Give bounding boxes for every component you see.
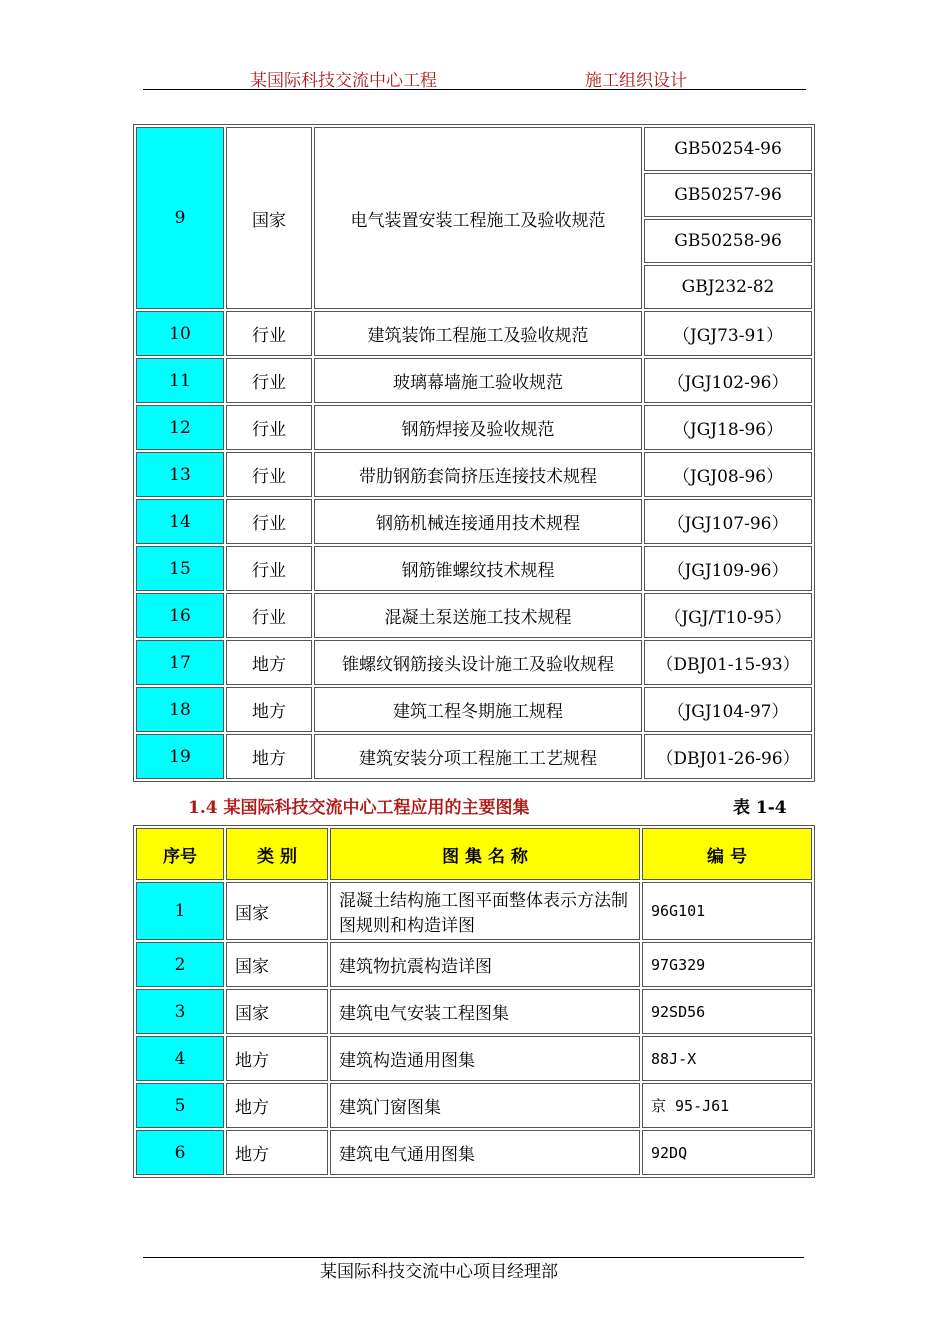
table-row [136, 593, 812, 638]
row-number: 10 [136, 311, 224, 356]
table-row [136, 942, 812, 987]
row-name: 建筑安装分项工程施工工艺规程 [314, 734, 642, 779]
row-number: 2 [136, 942, 224, 987]
row-code: （DBJ01-15-93） [644, 640, 812, 685]
row-number: 4 [136, 1036, 224, 1081]
row-code: 88J-X [642, 1036, 812, 1081]
row-category: 行业 [226, 452, 312, 497]
header-number: 序号 [136, 828, 224, 880]
table-row [136, 734, 812, 779]
table-row [136, 640, 812, 685]
standards-table [133, 124, 815, 782]
row-code: （JGJ102-96） [644, 358, 812, 403]
row-name: 带肋钢筋套筒挤压连接技术规程 [314, 452, 642, 497]
table-row [136, 882, 812, 940]
row-code: 92SD56 [642, 989, 812, 1034]
row-number: 12 [136, 405, 224, 450]
row-category: 地方 [226, 640, 312, 685]
row-name: 建筑电气安装工程图集 [330, 989, 640, 1034]
row-name: 建筑门窗图集 [330, 1083, 640, 1128]
row-code: 92DQ [642, 1130, 812, 1175]
row-name: 混凝土泵送施工技术规程 [314, 593, 642, 638]
header-name: 图 集 名 称 [330, 828, 640, 880]
row-category: 地方 [226, 734, 312, 779]
row-name: 建筑构造通用图集 [330, 1036, 640, 1081]
row-name: 建筑工程冬期施工规程 [314, 687, 642, 732]
row-category: 地方 [226, 1130, 328, 1175]
row-name: 钢筋机械连接通用技术规程 [314, 499, 642, 544]
table-row [136, 358, 812, 403]
row-code: GB50254-96 [644, 127, 812, 171]
table-row [136, 311, 812, 356]
row-number: 11 [136, 358, 224, 403]
header-category: 类 别 [226, 828, 328, 880]
table-row [136, 1130, 812, 1175]
row-code: 96G101 [642, 882, 812, 940]
footer-organization: 某国际科技交流中心项目经理部 [320, 1262, 558, 1282]
row-name: 钢筋锥螺纹技术规程 [314, 546, 642, 591]
row-code: （JGJ107-96） [644, 499, 812, 544]
row-name: 建筑装饰工程施工及验收规范 [314, 311, 642, 356]
table-row [136, 687, 812, 732]
row-code: （DBJ01-26-96） [644, 734, 812, 779]
row-code: （JGJ73-91） [644, 311, 812, 356]
row-number: 15 [136, 546, 224, 591]
table-header-row [136, 828, 812, 880]
row-code: （JGJ08-96） [644, 452, 812, 497]
table-row [136, 499, 812, 544]
row-number: 14 [136, 499, 224, 544]
row-category: 行业 [226, 311, 312, 356]
row-category: 行业 [226, 499, 312, 544]
row-code: （JGJ104-97） [644, 687, 812, 732]
row-code: （JGJ18-96） [644, 405, 812, 450]
header-rule [143, 89, 806, 90]
row-name: 建筑物抗震构造详图 [330, 942, 640, 987]
table-row [136, 1083, 812, 1128]
row-category: 行业 [226, 358, 312, 403]
row-category: 行业 [226, 546, 312, 591]
row-number: 17 [136, 640, 224, 685]
table-row [136, 127, 812, 171]
row-category: 地方 [226, 1036, 328, 1081]
header-project-title: 某国际科技交流中心工程 [250, 71, 437, 91]
atlas-table [133, 825, 815, 1178]
row-category: 地方 [226, 1083, 328, 1128]
row-name: 混凝土结构施工图平面整体表示方法制图规则和构造详图 [330, 882, 640, 940]
row-code: （JGJ/T10-95） [644, 593, 812, 638]
row-number: 13 [136, 452, 224, 497]
row-name: 锥螺纹钢筋接头设计施工及验收规程 [314, 640, 642, 685]
row-code: GB50257-96 [644, 173, 812, 217]
row-code: 97G329 [642, 942, 812, 987]
row-category: 地方 [226, 687, 312, 732]
row-category: 国家 [226, 942, 328, 987]
row-number: 6 [136, 1130, 224, 1175]
row-number: 9 [136, 127, 224, 309]
row-name: 玻璃幕墙施工验收规范 [314, 358, 642, 403]
row-number: 5 [136, 1083, 224, 1128]
header-document-type: 施工组织设计 [585, 71, 687, 91]
row-name: 电气装置安装工程施工及验收规范 [314, 127, 642, 309]
row-number: 1 [136, 882, 224, 940]
row-category: 国家 [226, 989, 328, 1034]
table-row [136, 989, 812, 1034]
row-number: 3 [136, 989, 224, 1034]
table-number: 表 1-4 [733, 798, 787, 818]
row-number: 16 [136, 593, 224, 638]
row-code: 京 95-J61 [642, 1083, 812, 1128]
row-number: 19 [136, 734, 224, 779]
row-code: GB50258-96 [644, 219, 812, 263]
row-category: 国家 [226, 882, 328, 940]
row-code: GBJ232-82 [644, 265, 812, 309]
row-code: （JGJ109-96） [644, 546, 812, 591]
table-row [136, 546, 812, 591]
table-row [136, 405, 812, 450]
row-name: 钢筋焊接及验收规范 [314, 405, 642, 450]
row-number: 18 [136, 687, 224, 732]
row-category: 行业 [226, 593, 312, 638]
table-row [136, 452, 812, 497]
row-category: 国家 [226, 127, 312, 309]
row-name: 建筑电气通用图集 [330, 1130, 640, 1175]
section-caption: 1.4 某国际科技交流中心工程应用的主要图集 [188, 798, 530, 818]
header-code: 编 号 [642, 828, 812, 880]
table-row [136, 1036, 812, 1081]
row-category: 行业 [226, 405, 312, 450]
